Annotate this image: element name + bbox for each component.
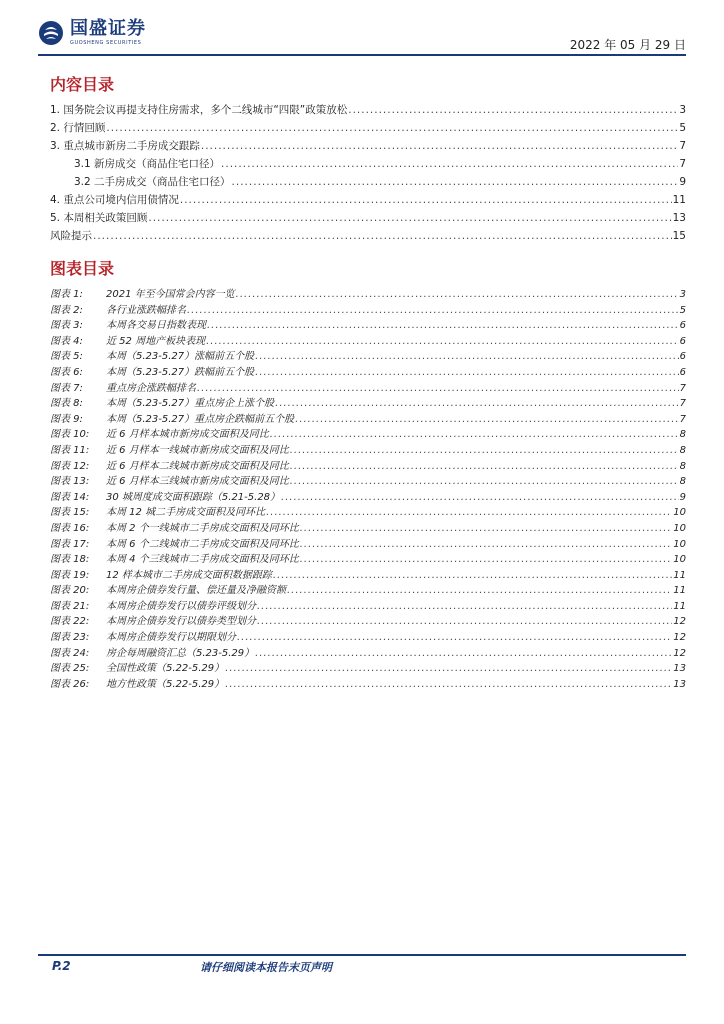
figure-entry-label: 近 6 月样本城市新房成交面积及同比 [106,429,269,441]
figure-entry-label: 本周 6 个二线城市二手房成交面积及同环比 [106,538,299,550]
figure-entry[interactable] [50,566,686,582]
figure-entry-label: 本周房企债券发行以债券类型划分 [106,616,256,628]
figure-entry-label: 本周 2 个一线城市二手房成交面积及同环比 [106,522,299,534]
leader-dots [290,445,679,456]
figure-entry[interactable] [50,425,686,441]
figure-entry-label: 本周房企债券发行以期限划分 [106,632,236,644]
toc-entry-page: 5 [679,122,686,134]
toc-entry[interactable] [50,174,686,192]
leader-dots [180,194,672,206]
figure-entry-page: 5 [679,304,686,316]
leader-dots [197,383,679,394]
toc-entry[interactable] [50,210,686,228]
figure-entry-label: 地方性政策（5.22-5.29） [106,678,225,690]
figure-entry-page: 7 [679,398,686,410]
figure-entry-page: 9 [679,491,686,503]
figure-entry[interactable] [50,659,686,675]
figure-entry[interactable] [50,379,686,395]
disclaimer-note: 请仔细阅读本报告末页声明 [200,961,332,974]
leader-dots [290,476,679,487]
toc-entry-label: 4. 重点公司境内信用债情况 [50,194,179,206]
leader-dots [255,367,678,378]
toc-entry-page: 9 [679,176,686,188]
leader-dots [255,648,672,659]
figure-entry[interactable] [50,457,686,473]
leader-dots [275,398,678,409]
figure-entry[interactable] [50,285,686,301]
toc-entry-label: 3. 重点城市新房二手房成交跟踪 [50,140,200,152]
toc-entry-page: 15 [672,230,686,242]
brand-logo [38,20,146,46]
toc-entry-label: 风险提示 [50,230,92,242]
leader-dots [232,176,679,188]
figure-entry-label: 各行业涨跌幅排名 [106,304,186,316]
figure-entry-label: 全国性政策（5.22-5.29） [106,663,225,675]
footer-divider [38,954,686,956]
figure-entry-label: 本周 4 个三线城市二手房成交面积及同环比 [106,554,299,566]
figure-entry[interactable] [50,644,686,660]
leader-dots [270,429,679,440]
figure-entry-tag: 图表 1: [50,289,83,300]
toc-entry[interactable] [50,228,686,246]
leader-dots [281,492,679,503]
figure-entry-page: 11 [673,569,686,581]
guosheng-logo-icon [38,20,64,46]
figure-entry[interactable] [50,332,686,348]
figure-entry[interactable] [50,519,686,535]
figure-entry-label: 重点房企涨跌幅排名 [106,382,196,394]
figure-entry-tag: 图表 5: [50,351,83,363]
leader-dots [348,104,678,116]
figure-entry[interactable] [50,394,686,410]
figure-entry-tag: 图表 13: [50,476,90,488]
figure-entry-label: 本周各交易日指数表现 [106,320,206,332]
leader-dots [106,122,678,134]
figure-entry[interactable] [50,581,686,597]
leader-dots [207,320,679,331]
figure-entry-label: 本周（5.23-5.27）跌幅前五个股 [106,366,255,378]
leader-dots [257,616,672,627]
toc-entry-page: 13 [672,212,686,224]
figure-entry-tag: 图表 7: [50,382,83,394]
leader-dots [255,351,678,362]
leader-dots [148,212,671,224]
figure-entry-page: 10 [673,507,686,519]
figure-entry-tag: 图表 19: [50,569,90,581]
header-divider [38,54,686,56]
leader-dots [236,289,679,300]
figure-entry-tag: 图表 12: [50,460,90,472]
figure-entry[interactable] [50,535,686,551]
toc-entry-page: 11 [672,194,686,206]
page-number: P.2 [52,959,71,973]
figure-entry-page: 8 [679,444,686,456]
figure-entry-tag: 图表 24: [50,647,90,659]
leader-dots [225,679,672,690]
figure-entry[interactable] [50,612,686,628]
figure-entry-label: 本周房企债券发行以债券评级划分 [106,600,256,612]
report-date: 2022 年 05 月 29 日 [569,38,686,52]
toc-entry[interactable] [50,156,686,174]
figure-entry-label: 2021 年至今国常会内容一览 [106,289,235,300]
toc-entry-page: 3 [679,104,686,116]
toc-entry-label: 3.1 新房成交（商品住宅口径） [74,158,221,170]
figure-entry-tag: 图表 6: [50,366,83,378]
figure-entry-page: 10 [673,554,686,566]
figure-entry-tag: 图表 3: [50,320,83,332]
leader-dots [300,523,673,534]
figure-entry-page: 3 [679,289,686,300]
leader-dots [201,140,678,152]
figure-entry[interactable] [50,488,686,504]
figure-entry[interactable] [50,472,686,488]
toc-entry[interactable] [50,102,686,120]
toc-entry-page: 7 [679,140,686,152]
figure-entry-page: 11 [673,600,686,612]
figure-entry-page: 7 [679,382,686,394]
figure-entry-tag: 图表 23: [50,632,90,644]
figure-entry-page: 12 [673,632,686,644]
toc-entry[interactable] [50,120,686,138]
figure-entry[interactable] [50,347,686,363]
figure-entry-page: 12 [673,647,686,659]
figure-entry[interactable] [50,550,686,566]
toc-entry-page: 7 [679,158,686,170]
figure-entry-label: 本周（5.23-5.27）涨幅前五个股 [106,351,255,363]
leader-dots [266,507,672,518]
leader-dots [187,305,679,316]
figure-entry[interactable] [50,301,686,317]
toc-entry-label: 2. 行情回顾 [50,122,106,134]
figure-entry[interactable] [50,441,686,457]
figures-title: 图表目录 [50,259,115,278]
figure-entry[interactable] [50,316,686,332]
figure-entry-tag: 图表 9: [50,413,83,425]
figure-entry[interactable] [50,597,686,613]
toc-entry-label: 1. 国务院会议再提支持住房需求，多个二线城市“四限”政策放松 [50,104,348,116]
toc-entry[interactable] [50,138,686,156]
figure-entry-page: 13 [673,678,686,690]
figure-entry-tag: 图表 22: [50,616,90,628]
toc-entry-label: 5. 本周相关政策回顾 [50,212,148,224]
toc-entry-label: 3.2 二手房成交（商品住宅口径） [74,176,231,188]
figure-entry-label: 近 6 月样本三线城市新房成交面积及同比 [106,476,289,488]
figure-entry-page: 10 [673,538,686,550]
brand-name-cn: 国盛证券 [70,18,146,39]
figure-entry-page: 6 [679,366,686,378]
figure-entry-tag: 图表 15: [50,507,90,519]
figure-entry-tag: 图表 2: [50,304,83,316]
figure-entry-tag: 图表 25: [50,663,90,675]
figure-entry-page: 11 [673,585,686,597]
figure-entry[interactable] [50,410,686,426]
leader-dots [237,632,672,643]
figure-entry-page: 12 [673,616,686,628]
figure-entry-label: 本周（5.23-5.27）重点房企上涨个股 [106,398,275,410]
figure-entry-page: 6 [679,320,686,332]
figure-entry-tag: 图表 14: [50,491,90,503]
page-header [38,20,686,56]
figure-entry-tag: 图表 16: [50,522,90,534]
figures-list [50,285,686,690]
figure-entry-label: 12 样本城市二手房成交面积数据跟踪 [106,569,272,581]
leader-dots [221,158,678,170]
figure-entry-tag: 图表 18: [50,554,90,566]
figure-entry-page: 8 [679,476,686,488]
figure-entry-tag: 图表 21: [50,600,90,612]
leader-dots [225,663,672,674]
figure-entry-label: 房企每周融资汇总（5.23-5.29） [106,647,255,659]
figure-entry-label: 本周 12 城二手房成交面积及同环比 [106,507,266,519]
leader-dots [300,554,673,565]
leader-dots [257,601,672,612]
figure-entry-tag: 图表 26: [50,678,90,690]
leader-dots [295,414,678,425]
figure-entry[interactable] [50,363,686,379]
leader-dots [290,461,679,472]
figure-entry-label: 30 城周度成交面积跟踪（5.21-5.28） [106,491,281,503]
figure-entry-label: 近 6 月样本一线城市新房成交面积及同比 [106,444,289,456]
toc-list [50,102,686,246]
figure-entry-tag: 图表 10: [50,429,90,441]
leader-dots [287,585,672,596]
figure-entry-label: 近 52 周地产板块表现 [106,335,206,347]
figure-entry-page: 13 [673,663,686,675]
figure-entry[interactable] [50,503,686,519]
figure-entry-label: 近 6 月样本二线城市新房成交面积及同比 [106,460,289,472]
leader-dots [206,336,679,347]
figure-entry-tag: 图表 20: [50,585,90,597]
figure-entry-tag: 图表 8: [50,398,83,410]
figure-entry-tag: 图表 11: [50,444,90,456]
figure-entry-label: 本周房企债券发行量、偿还量及净融资额 [106,585,286,597]
figure-entry-page: 7 [679,413,686,425]
leader-dots [273,570,672,581]
figure-entry-label: 本周（5.23-5.27）重点房企跌幅前五个股 [106,413,295,425]
leader-dots [93,230,672,242]
figure-entry[interactable] [50,628,686,644]
figure-entry-page: 10 [673,522,686,534]
figure-entry-tag: 图表 17: [50,538,90,550]
figure-entry-page: 6 [679,335,686,347]
figure-entry-tag: 图表 4: [50,335,83,347]
brand-name-en: GUOSHENG SECURITIES [70,40,142,46]
figure-entry-page: 8 [679,460,686,472]
figure-entry[interactable] [50,675,686,691]
figure-entry-page: 8 [679,429,686,441]
toc-entry[interactable] [50,192,686,210]
toc-title: 内容目录 [50,75,115,94]
leader-dots [300,539,673,550]
figure-entry-page: 6 [679,351,686,363]
